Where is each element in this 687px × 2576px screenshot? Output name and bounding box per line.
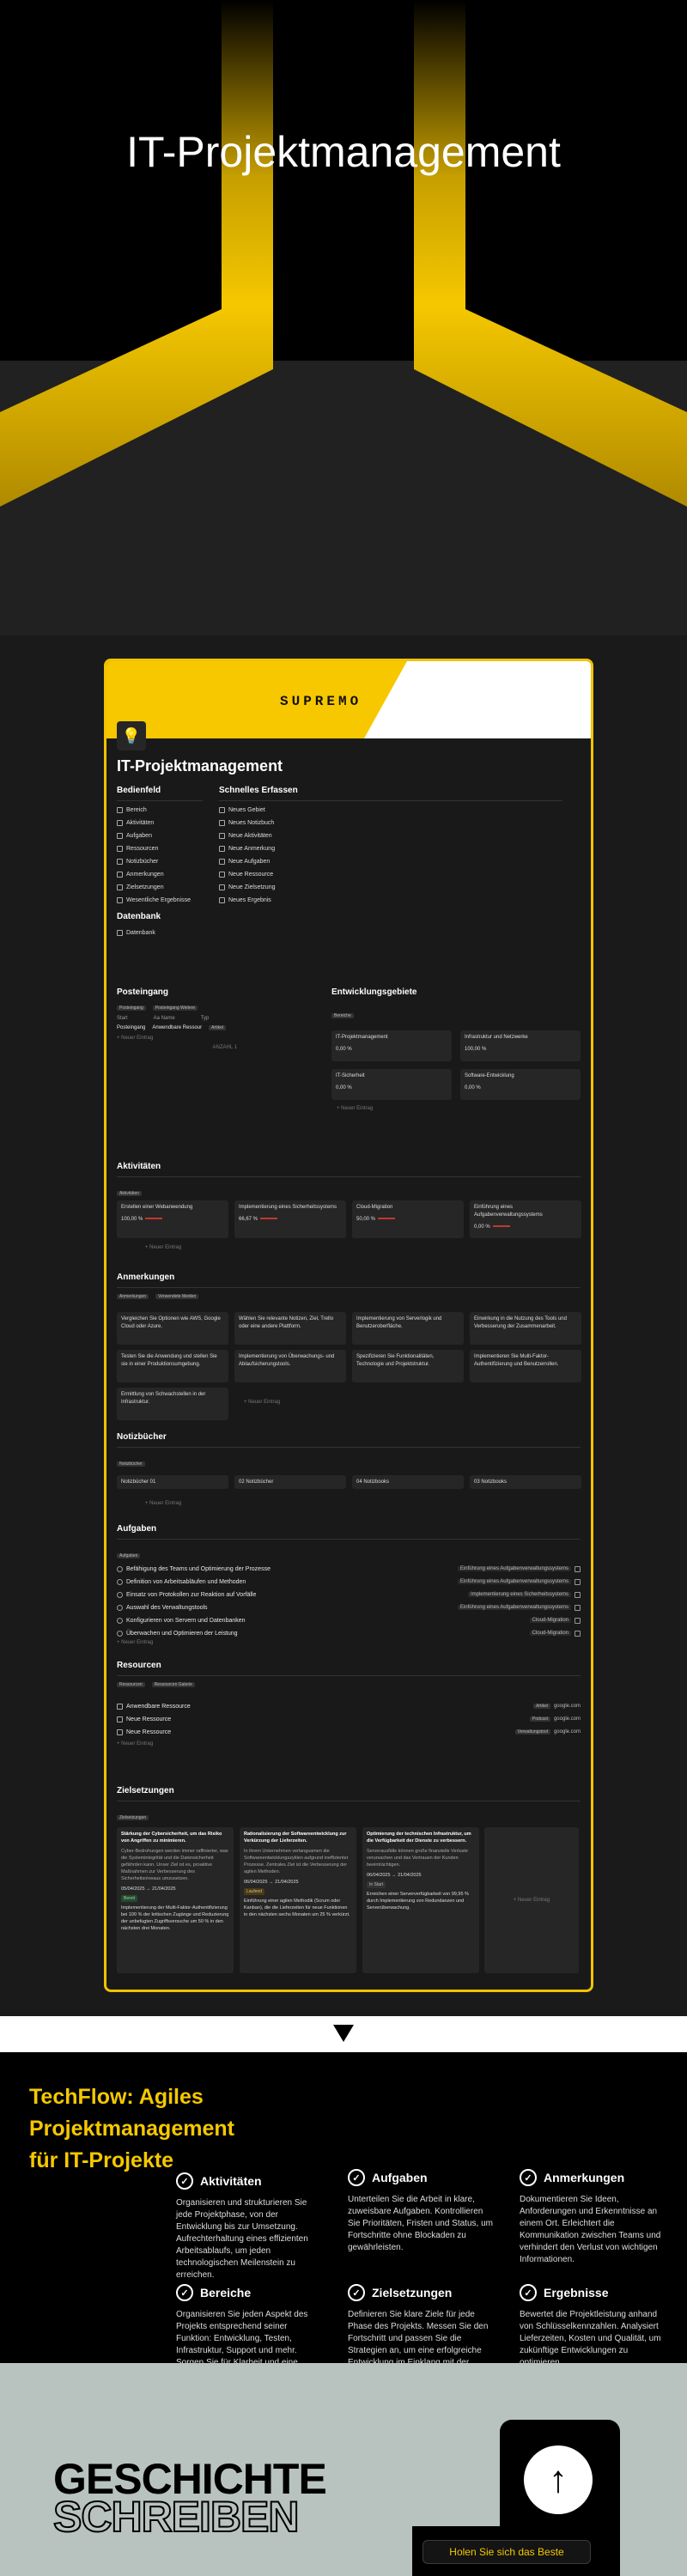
page-icon <box>219 859 225 865</box>
bereich-name: Software-Entwicklung <box>465 1073 514 1078</box>
quick-capture-item[interactable] <box>219 855 391 868</box>
col-start: Start <box>117 1016 128 1021</box>
bereiche-heading: Entwicklungsgebiete <box>331 987 417 997</box>
page-icon <box>117 820 123 826</box>
sidebar-item[interactable] <box>117 817 211 829</box>
anmerkung-card[interactable] <box>234 1350 346 1382</box>
arrow-down-icon <box>333 2025 354 2042</box>
anmerkung-card[interactable] <box>352 1312 464 1345</box>
sidebar-item-label: Zielsetzungen <box>126 884 164 890</box>
notizbuch-card[interactable] <box>352 1475 464 1489</box>
anmerkung-card[interactable] <box>117 1312 228 1345</box>
done-checkbox[interactable] <box>575 1618 581 1624</box>
aufgaben-heading: Aufgaben <box>117 1524 157 1534</box>
notizbuecher-heading: Notizbücher <box>117 1432 167 1442</box>
anmerkung-card[interactable] <box>234 1312 346 1345</box>
aufgabe-row[interactable] <box>117 1627 581 1639</box>
aufgabe-projekt: Einführung eines Aufgabenverwaltungssystems <box>458 1605 571 1610</box>
aufgabe-name: Definition von Arbeitsabläufen und Methoden <box>126 1578 246 1585</box>
progress-bar <box>493 1225 510 1227</box>
notizbuch-card[interactable] <box>470 1475 581 1489</box>
aufgabe-name: Konfigurieren von Servern und Datenbanken <box>126 1617 246 1624</box>
aktivitaet-name: Cloud-Migration <box>356 1205 393 1210</box>
page-icon <box>117 846 123 852</box>
sidebar-item[interactable] <box>117 804 211 817</box>
sidebar-item-label: Bereich <box>126 807 147 813</box>
status-badge: Laufend <box>244 1888 264 1895</box>
anmerkung-card[interactable] <box>117 1388 228 1420</box>
ressource-name: Neue Ressource <box>126 1728 172 1735</box>
aufgabe-name: Einsatz von Protokollen zur Reaktion auf Vorfälle <box>126 1591 257 1598</box>
row-tag: Artikel <box>209 1025 226 1030</box>
aktivitaet-progress-row <box>121 1216 224 1224</box>
ziel-card[interactable] <box>117 1827 234 1973</box>
arrow-up-icon[interactable]: ↑ <box>524 2445 593 2514</box>
quick-capture-item[interactable] <box>219 817 391 829</box>
aufgabe-name: Befähigung des Teams und Optimierung der Prozesse <box>126 1565 271 1572</box>
aktivitaet-progress: 50,00 % <box>356 1217 376 1222</box>
anmerkung-text: Implementierung von Serverlogik und Benutzeroberfläche. <box>356 1316 442 1329</box>
feature-title: Aufgaben <box>372 2171 428 2184</box>
anmerkung-card[interactable] <box>117 1350 228 1382</box>
quick-capture-item-label: Neues Gebiet <box>228 807 265 813</box>
page-icon <box>219 820 225 826</box>
database-item[interactable] <box>117 927 211 939</box>
page-icon <box>117 930 123 936</box>
quick-capture-item-label: Neue Zielsetzung <box>228 884 276 890</box>
bereich-progress: 0,00 % <box>336 1047 352 1052</box>
aufgabe-row[interactable] <box>117 1614 581 1626</box>
anmerkung-card[interactable] <box>470 1312 581 1345</box>
page-icon <box>117 897 123 903</box>
aufgabe-row[interactable] <box>117 1589 581 1601</box>
aufgabe-name: Überwachen und Optimieren der Leistung <box>126 1630 238 1637</box>
aktivitaet-progress: 66,67 % <box>239 1217 258 1222</box>
bereich-progress: 0,00 % <box>465 1085 481 1091</box>
ziel-date: 06/04/2025 → 21/04/2025 <box>244 1880 299 1885</box>
quick-capture-item-label: Neue Anmerkung <box>228 846 276 852</box>
hero-road-graphic <box>0 0 687 635</box>
bedienfeld-heading: Bedienfeld <box>117 786 161 795</box>
tab-bereiche[interactable]: Bereiche <box>331 1013 354 1018</box>
aktivitaet-name: Implementierung eines Sicherheitssystems <box>239 1205 337 1210</box>
divider-strip <box>0 2016 687 2052</box>
aufgabe-projekt: Cloud-Migration <box>530 1631 571 1636</box>
datenbank-heading: Datenbank <box>117 912 161 921</box>
lightbulb-icon: 💡 <box>117 721 146 750</box>
tab-verwendete-medien[interactable]: Verwendete Medien <box>155 1294 198 1299</box>
ressource-tag: Verwaltungstool <box>515 1729 550 1735</box>
feature-text: Bewertet die Projektleistung anhand von Schlüsselkennzahlen. Analysiert Lieferzeiten, Kosten und Qualität, um zukünftige Entwicklungen zu <box>520 2310 661 2355</box>
logo: SUPREMO <box>280 694 362 709</box>
page-icon <box>219 897 225 903</box>
footer-line2: SCHREIBEN <box>53 2493 299 2541</box>
anmerkung-text: Vergleichen Sie Optionen wie AWS, Google Cloud oder Azure. <box>121 1316 221 1329</box>
ressource-url[interactable]: google.com <box>553 1716 581 1722</box>
page-icon <box>219 807 225 813</box>
quick-capture-item-label: Neue Aktivitäten <box>228 833 272 839</box>
ziel-description: Serverausfälle können große finanzielle Verluste verursachen und das Vertrauen der Kunden beeinträchtigen. <box>367 1849 469 1868</box>
page-icon <box>117 833 123 839</box>
aktivitaet-card[interactable] <box>117 1200 228 1238</box>
row-count: ANZAHL 1 <box>212 1045 237 1050</box>
aktivitaet-card[interactable] <box>470 1200 581 1238</box>
done-checkbox[interactable] <box>575 1592 581 1598</box>
quick-capture-item[interactable] <box>219 868 391 881</box>
sidebar-item[interactable] <box>117 829 211 842</box>
feature-text: Unterteilen Sie die Arbeit in klare, zuweisbare Aufgaben. Kontrollieren Sie Prioritäten, Fristen und Status, um Fortschritte ohne Blockaden zu gewährleisten. <box>348 2195 493 2252</box>
check-icon: ✓ <box>520 2169 537 2186</box>
aktivitaeten-section <box>117 1162 581 1199</box>
tab-ressourcen-galerie[interactable]: Ressourcen Galerie <box>152 1682 195 1687</box>
anmerkungen-section <box>117 1273 581 1299</box>
aktivitaet-progress: 100,00 % <box>121 1217 143 1222</box>
notizbuch-name: Notizbücher 01 <box>121 1479 156 1485</box>
tab-posteingang[interactable]: Posteingang <box>117 1005 146 1011</box>
schnell-heading: Schnelles Erfassen <box>219 786 298 795</box>
ressourcen-section <box>117 1661 581 1687</box>
banner <box>106 661 593 738</box>
tab-posteingang-weitere[interactable]: Posteingang Weitere <box>153 1005 198 1011</box>
tab-aufgaben[interactable]: Aufgaben <box>117 1553 140 1558</box>
progress-bar <box>378 1218 395 1219</box>
sidebar-item[interactable] <box>117 842 211 855</box>
aktivitaeten-heading: Aktivitäten <box>117 1162 161 1171</box>
sidebar-item[interactable] <box>117 894 211 907</box>
tab-notizbuecher[interactable]: Notizbücher <box>117 1461 145 1467</box>
anmerkung-card[interactable] <box>352 1350 464 1382</box>
ziele-section <box>117 1786 581 1823</box>
anmerkung-text: Einwirkung in die Nutzung des Tools und Verbesserung der Zusammenarbeit. <box>474 1316 567 1329</box>
check-icon: ✓ <box>176 2284 193 2301</box>
ressource-url[interactable]: google.com <box>553 1704 581 1709</box>
aufgabe-projekt: Einführung eines Aufgabenverwaltungssystems <box>458 1566 571 1571</box>
ressource-row[interactable] <box>117 1700 581 1712</box>
ziel-detail: Erreichen einer Serververfügbarkeit von 99,95 % durch Implementierung von Redundanzen und Serverüberwachung. <box>367 1892 469 1911</box>
col-typ: Typ <box>200 1016 210 1021</box>
footer <box>0 2363 687 2576</box>
progress-bar <box>260 1218 277 1219</box>
sidebar-item[interactable] <box>117 855 211 868</box>
bereich-card[interactable] <box>331 1030 452 1061</box>
posteingang-heading: Posteingang <box>117 987 169 997</box>
bereich-card[interactable] <box>460 1069 581 1100</box>
checkbox[interactable] <box>117 1579 123 1585</box>
sidebar-item[interactable] <box>117 881 211 894</box>
check-icon: ✓ <box>348 2169 365 2186</box>
notizbuch-card[interactable] <box>117 1475 228 1489</box>
bereich-name: IT-Sicherheit <box>336 1073 365 1078</box>
notizbuecher-new-button[interactable]: + Neuer Eintrag <box>145 1501 182 1506</box>
page-icon <box>219 833 225 839</box>
ziel-title: Optimierung der technischen Infrastruktur, um die Verfügbarkeit der Dienste zu verbessern. <box>367 1832 471 1844</box>
aktivitaet-progress: 0,00 % <box>474 1224 490 1230</box>
notizbuch-name: 04 Notizbooks <box>356 1479 390 1485</box>
check-icon: ✓ <box>520 2284 537 2301</box>
progress-bar <box>145 1218 162 1219</box>
done-checkbox[interactable] <box>575 1605 581 1611</box>
feature-card <box>176 2172 322 2281</box>
feature-text: Dokumentieren Sie Ideen, Anforderungen und Erkenntnisse an einem Ort. Erleichtert die Kommunikation zwischen Teams und verhindert den Verlust von wichtigen Informationen. <box>520 2195 661 2264</box>
bereich-name: Infrastruktur und Netzwerke <box>465 1035 528 1040</box>
anmerkungen-new-button[interactable]: + Neuer Eintrag <box>244 1400 281 1405</box>
checkbox[interactable] <box>117 1592 123 1598</box>
ziel-description: Cyber-Bedrohungen werden immer raffinierter, was die Systemintegrität und die Datensicherheit gefährden kann. Unser Ziel ist es, proaktive Maßnahmen zur Verbesserung des Sicherheitsniveaus umzusetzen. <box>121 1849 228 1881</box>
quick-capture-item-label: Neue Ressource <box>228 872 274 878</box>
file-icon <box>117 1729 123 1735</box>
aufgabe-row[interactable] <box>117 1576 581 1588</box>
aufgabe-row[interactable] <box>117 1563 581 1575</box>
checkbox[interactable] <box>117 1605 123 1611</box>
ziel-description: In ihrem Unternehmen verlangsamen die Softwareentwicklungszyklen aufgrund ineffizienter Prozesse. Zentrales Ziel ist die Verbesserung der agilen Methoden. <box>244 1849 349 1874</box>
posteingang-section <box>117 987 323 1050</box>
col-name: Aa Name <box>153 1016 175 1021</box>
row-category: Posteingang <box>117 1025 146 1030</box>
row-name: Anwendbare Ressour <box>152 1025 203 1030</box>
aufgabe-projekt: Cloud-Migration <box>530 1618 571 1623</box>
page-icon <box>219 846 225 852</box>
aktivitaet-progress-row <box>356 1216 459 1224</box>
page-icon <box>117 872 123 878</box>
bereich-name: IT-Projektmanagement <box>336 1035 388 1040</box>
quick-capture-item[interactable] <box>219 842 391 855</box>
bereich-card[interactable] <box>460 1030 581 1061</box>
aufgaben-new-button[interactable]: + Neuer Eintrag <box>117 1640 154 1645</box>
checkbox[interactable] <box>117 1618 123 1624</box>
ziele-new-button[interactable]: + Neuer Eintrag <box>484 1827 579 1973</box>
info-title: TechFlow: Agiles Projektmanagement für IT-Projekte <box>29 2085 234 2172</box>
ressourcen-heading: Resourcen <box>117 1661 161 1670</box>
aufgabe-projekt: Einführung eines Aufgabenverwaltungssystems <box>458 1579 571 1584</box>
page-icon <box>219 872 225 878</box>
feature-title: Bereiche <box>200 2286 252 2300</box>
feature-card <box>520 2169 666 2266</box>
aufgabe-name: Auswahl des Verwaltungstools <box>126 1604 208 1611</box>
tab-aktivitaeten[interactable]: Aktivitäten <box>117 1191 142 1196</box>
sidebar-item[interactable] <box>117 868 211 881</box>
sidebar-item-label: Wesentliche Ergebnisse <box>126 897 191 903</box>
bereich-progress: 0,00 % <box>336 1085 352 1091</box>
bereich-card[interactable] <box>331 1069 452 1100</box>
file-icon <box>117 1716 123 1722</box>
ziel-card[interactable] <box>362 1827 479 1973</box>
sidebar-item-label: Anmerkungen <box>126 872 164 878</box>
aktivitaet-progress-row <box>474 1224 577 1231</box>
hero-title: IT-Projektmanagement <box>126 128 561 176</box>
page-icon <box>117 859 123 865</box>
feature-card <box>348 2169 494 2254</box>
bereiche-new-button[interactable]: + Neuer Eintrag <box>337 1106 374 1111</box>
footer-line1: GESCHICHTE <box>53 2455 326 2503</box>
feature-text: Definieren Sie klare Ziele für jede Phase des Projekts. Messen Sie den Fortschritt und passen Sie die Strategien an, um eine erfolgreiche <box>348 2310 489 2355</box>
ressource-row[interactable] <box>117 1713 581 1725</box>
ressource-name: Neue Ressource <box>126 1716 172 1722</box>
quick-capture-item[interactable] <box>219 881 391 894</box>
database-item-label: Datenbank <box>126 930 155 936</box>
ressource-tag: Podcast <box>530 1716 550 1722</box>
app-window <box>104 659 593 1992</box>
aktivitaeten-new-button[interactable]: + Neuer Eintrag <box>145 1245 182 1250</box>
bereiche-section <box>331 987 581 1021</box>
tab-zielsetzungen[interactable]: Zielsetzungen <box>117 1815 149 1820</box>
notizbuch-name: 03 Notizbooks <box>474 1479 508 1485</box>
table-row[interactable] <box>117 1025 323 1030</box>
feature-title: Ergebnisse <box>544 2286 609 2300</box>
anmerkung-text: Implementierung von Überwachungs- und Ablaufsicherungstools. <box>239 1354 335 1367</box>
info-section <box>0 2052 687 2363</box>
aktivitaet-progress-row <box>239 1216 342 1224</box>
anmerkungen-heading: Anmerkungen <box>117 1273 175 1282</box>
anmerkung-text: Ermittlung von Schwachstellen in der Infrastruktur. <box>121 1392 206 1405</box>
page-icon <box>117 807 123 813</box>
check-icon: ✓ <box>348 2284 365 2301</box>
ziel-title: Stärkung der Cybersicherheit, um das Risiko von Angriffen zu minimieren. <box>121 1832 222 1844</box>
notizbuecher-section <box>117 1432 581 1469</box>
bedienfeld-section <box>117 786 211 939</box>
aufgaben-section <box>117 1524 581 1561</box>
ressourcen-new-button[interactable]: + Neuer Eintrag <box>117 1741 154 1747</box>
ziel-card[interactable] <box>240 1827 356 1973</box>
ressource-tag: Artikel <box>533 1704 550 1709</box>
done-checkbox[interactable] <box>575 1579 581 1585</box>
aufgabe-row[interactable] <box>117 1601 581 1613</box>
feature-title: Zielsetzungen <box>372 2286 453 2300</box>
aktivitaet-card[interactable] <box>352 1200 464 1238</box>
anmerkung-text: Testen Sie die Anwendung und stellen Sie sie in einer Produktionsumgebung. <box>121 1354 217 1367</box>
anmerkung-text: Wählen Sie relevante Notizen, Ziel, Trello oder eine andere Plattform. <box>239 1316 334 1329</box>
ressource-row[interactable] <box>117 1726 581 1738</box>
ziel-date: 05/04/2025 → 21/04/2025 <box>121 1886 176 1892</box>
status-badge: Bereit <box>121 1895 137 1902</box>
quick-capture-item[interactable] <box>219 829 391 842</box>
ressource-name: Anwendbare Ressource <box>126 1703 191 1710</box>
feature-title: Aktivitäten <box>200 2174 262 2188</box>
done-checkbox[interactable] <box>575 1566 581 1572</box>
aktivitaet-card[interactable] <box>234 1200 346 1238</box>
aktivitaet-name: Erstellen einer Webanwendung <box>121 1205 193 1210</box>
sidebar-item-label: Ressourcen <box>126 846 159 852</box>
status-badge: In Start <box>367 1881 386 1888</box>
aufgabe-projekt: Implementierung eines Sicherheitssystems <box>468 1592 571 1597</box>
quick-capture-item-label: Neue Aufgaben <box>228 859 271 865</box>
page-title: IT-Projektmanagement <box>117 757 283 775</box>
check-icon: ✓ <box>176 2172 193 2190</box>
page-icon <box>219 884 225 890</box>
anmerkung-card[interactable] <box>470 1350 581 1382</box>
sidebar-item-label: Aufgaben <box>126 833 152 839</box>
quick-capture-item-label: Neues Ergebnis <box>228 897 271 903</box>
feature-card <box>520 2284 666 2369</box>
anmerkung-text: Spezifizieren Sie Funktionalitäten, Technologie und Projektstruktur. <box>356 1354 435 1367</box>
ziel-title: Rationalisierung der Softwareentwicklung zur Verkürzung der Lieferzeiten. <box>244 1832 347 1844</box>
schnell-section <box>219 786 391 907</box>
new-entry-button[interactable]: + Neuer Eintrag <box>117 1036 154 1041</box>
aktivitaet-name: Einführung eines Aufgabenverwaltungssystems <box>474 1205 543 1218</box>
ziel-date: 06/04/2025 → 21/04/2025 <box>367 1873 422 1878</box>
ziel-detail: Einführung einer agilen Methodik (Scrum oder Kanban), die die Lieferzeiten für neue Funktionen in den nächsten sechs Monaten um 25 % verkürzt. <box>244 1899 350 1917</box>
quick-capture-item[interactable] <box>219 804 391 817</box>
sidebar-item-label: Notizbücher <box>126 859 159 865</box>
file-icon <box>117 1704 123 1710</box>
feature-text: Organisieren Sie jeden Aspekt des Projekts entsprechend seiner Funktion: Entwicklung, Testen, Infrastruktur, Support und mehr. <box>176 2310 308 2355</box>
page-icon <box>117 884 123 890</box>
bereich-progress: 100,00 % <box>465 1047 487 1052</box>
tab-ressourcen[interactable]: Ressourcen <box>117 1682 145 1687</box>
ziele-heading: Zielsetzungen <box>117 1786 174 1795</box>
notizbuch-card[interactable] <box>234 1475 346 1489</box>
tab-anmerkungen[interactable]: Anmerkungen <box>117 1294 149 1299</box>
checkbox[interactable] <box>117 1631 123 1637</box>
ziel-detail: Implementierung der Multi-Faktor-Authentifizierung bei 100 % der kritischen Zugänge und Reduzierung der unbefugten Zugriffsversuche um 50 % in den nächsten drei Monaten. <box>121 1905 229 1931</box>
notizbuch-name: 02 Notizbücher <box>239 1479 274 1485</box>
sidebar-item-label: Aktivitäten <box>126 820 155 826</box>
cta-button[interactable]: Holen Sie sich das Beste <box>423 2540 591 2564</box>
anmerkung-text: Implementieren Sie Multi-Faktor-Authentifizierung und Benutzerrollen. <box>474 1354 559 1367</box>
ressource-url[interactable]: google.com <box>553 1729 581 1735</box>
quick-capture-item-label: Neues Notizbuch <box>228 820 275 826</box>
hero <box>0 0 687 635</box>
feature-text: Organisieren und strukturieren Sie jede Projektphase, von der Entwicklung bis zur Umsetzung. Aufrechterhaltung eines effizienten Arbeitsablaufs, um jeden technologischen Meilenstein zu erreichen. <box>176 2198 308 2280</box>
feature-title: Anmerkungen <box>544 2171 625 2184</box>
done-checkbox[interactable] <box>575 1631 581 1637</box>
quick-capture-item[interactable] <box>219 894 391 907</box>
checkbox[interactable] <box>117 1566 123 1572</box>
